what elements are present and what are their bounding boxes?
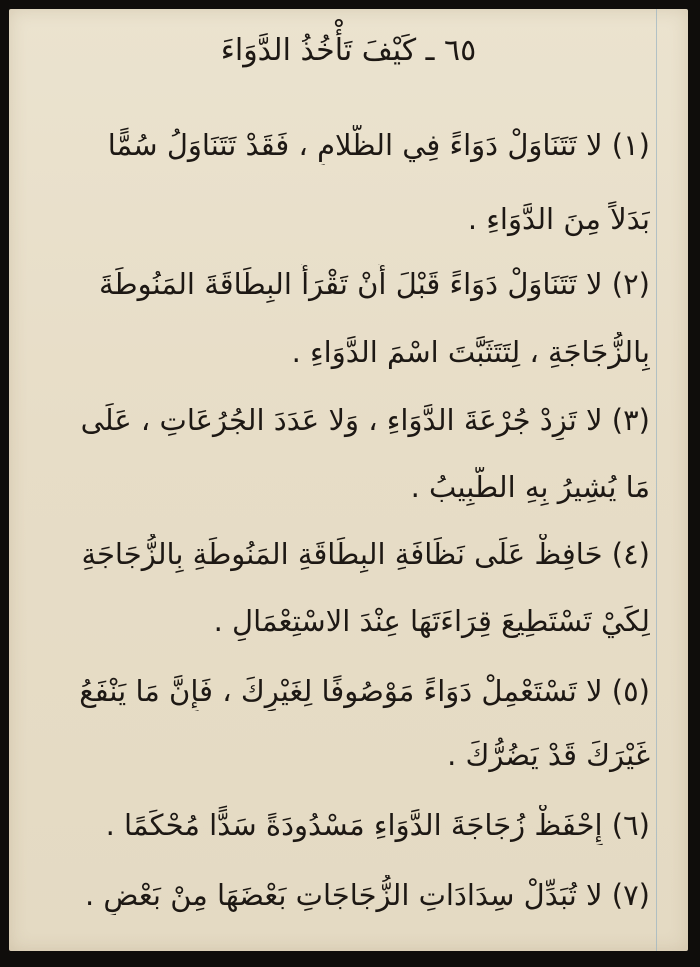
item-7-line-1: (٧) لا تُبَدِّلْ سِدَادَاتِ الزُّجَاجَاتِ بَعْضَهَا مِنْ بَعْضٍ . <box>84 878 650 912</box>
page-title: ٦٥ ـ كَيْفَ تَأْخُذُ الدَّوَاءَ <box>220 33 477 68</box>
item-4-line-1: (٤) حَافِظْ عَلَى نَظَافَةِ البِطَاقَةِ المَنُوطَةِ بِالزُّجَاجَةِ <box>81 537 650 571</box>
item-3-line-1: (٣) لا تَزِدْ جُرْعَةَ الدَّوَاءِ ، وَلا عَدَدَ الجُرُعَاتِ ، عَلَى <box>80 403 650 437</box>
margin-rule <box>656 9 657 951</box>
item-1-line-2: بَدَلاً مِنَ الدَّوَاءِ . <box>467 202 650 236</box>
item-2-line-2: بِالزُّجَاجَةِ ، لِتَتَثَبَّتَ اسْمَ الدَّوَاءِ . <box>291 335 650 369</box>
item-1-line-1: (١) لا تَتَنَاوَلْ دَوَاءً فِي الظَّلامِ ، فَقَدْ تَتَنَاوَلُ سُمًّا <box>107 128 650 162</box>
item-2-line-1: (٢) لا تَتَنَاوَلْ دَوَاءً قَبْلَ أَنْ تَقْرَأَ البِطَاقَةَ المَنُوطَةَ <box>98 267 650 301</box>
document-page <box>9 9 688 951</box>
item-4-line-2: لِكَيْ تَسْتَطِيعَ قِرَاءَتَهَا عِنْدَ الاسْتِعْمَالِ . <box>213 604 650 638</box>
item-5-line-1: (٥) لا تَسْتَعْمِلْ دَوَاءً مَوْصُوفًا لِغَيْرِكَ ، فَإِنَّ مَا يَنْفَعُ <box>79 674 650 708</box>
item-6-line-1: (٦) إِحْفَظْ زُجَاجَةَ الدَّوَاءِ مَسْدُودَةً سَدًّا مُحْكَمًا . <box>105 808 650 842</box>
item-3-line-2: مَا يُشِيرُ بِهِ الطَّبِيبُ . <box>410 470 650 504</box>
item-5-line-2: غَيْرَكَ قَدْ يَضُرُّكَ . <box>447 738 650 772</box>
